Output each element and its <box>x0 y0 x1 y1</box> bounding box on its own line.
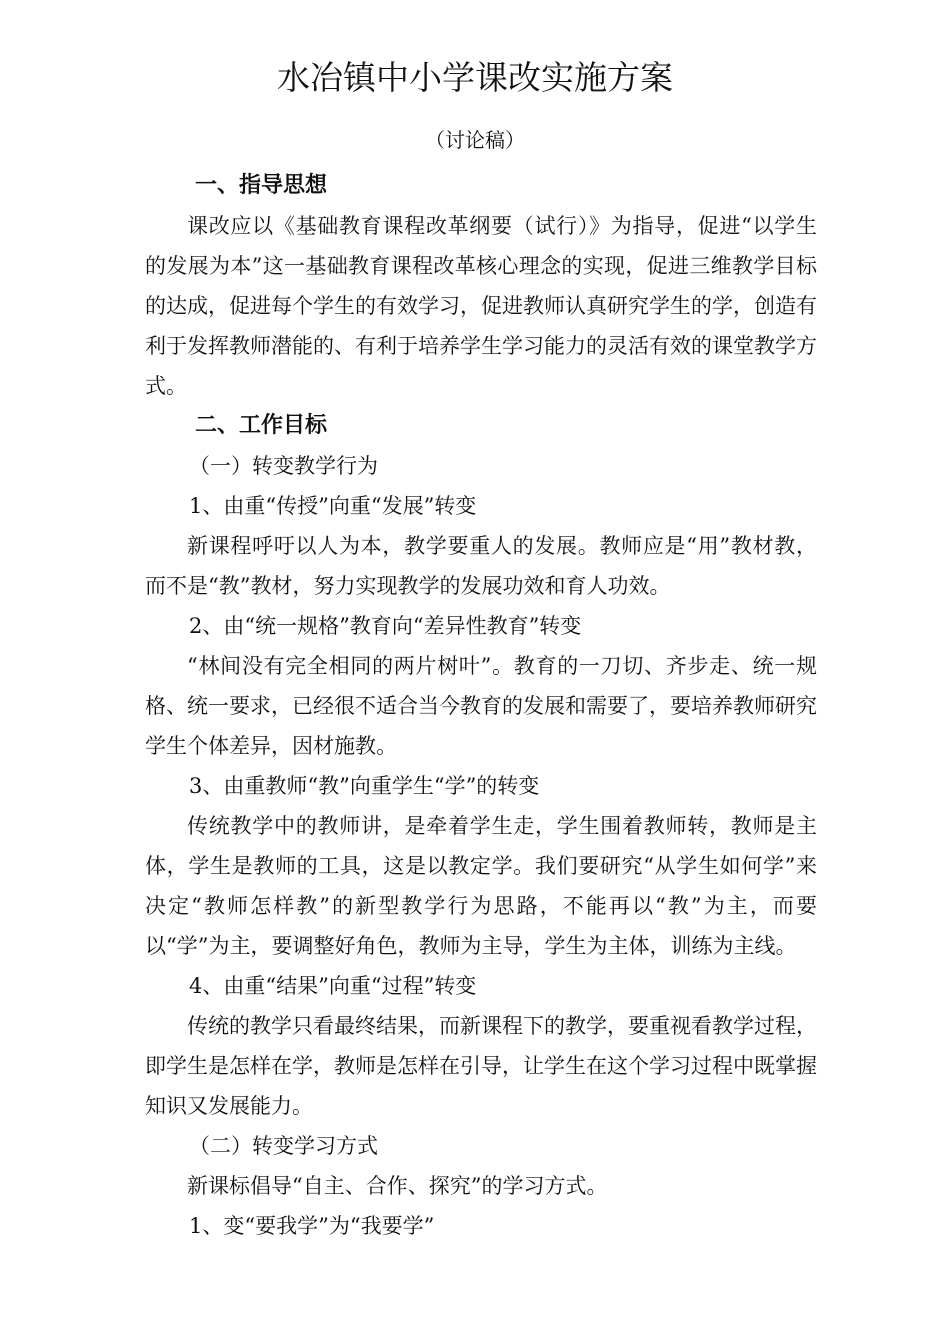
section-heading-work-goals: 二、工作目标 <box>195 413 328 438</box>
paragraph-2: “林间没有完全相同的两片树叶”。教育的一刀切、齐步走、统一规格、统一要求，已经很不适合当今教育的发展和需要了，要培养教师研究学生个体差异，因材施教。 <box>145 654 817 758</box>
document-title: 水冶镇中小学课改实施方案 <box>277 58 673 97</box>
list-item-2-differentiated-education: 2、由“统一规格”教育向“差异性教育”转变 <box>189 614 582 638</box>
list-item-4-result-to-process: 4、由重“结果”向重“过程”转变 <box>189 974 477 998</box>
document-body <box>145 166 817 1246</box>
paragraph-5: 新课标倡导“自主、合作、探究”的学习方式。 <box>187 1174 608 1198</box>
list-item-3-teaching-to-learning: 3、由重教师“教”向重学生“学”的转变 <box>189 774 540 798</box>
paragraph-3: 传统教学中的教师讲，是牵着学生走，学生围着教师转，教师是主体，学生是教师的工具，这是以教定学。我们要研究“从学生如何学”来决定“教师怎样教”的新型教学行为思路，不能再以“教”为主，而要以“学”为主，要调整好角色，教师为主导，学生为主体，训练为主线。 <box>145 814 817 958</box>
document-subtitle: （讨论稿） <box>425 128 525 152</box>
subsection-change-teaching: （一）转变教学行为 <box>189 454 378 478</box>
paragraph-guiding-ideology: 课改应以《基础教育课程改革纲要（试行）》为指导，促进“以学生的发展为本”这一基础教育课程改革核心理念的实现，促进三维教学目标的达成，促进每个学生的有效学习，促进教师认真研究学生的学，创造有利于发挥教师潜能的、有利于培养学生学习能力的灵活有效的课堂教学方式。 <box>145 214 817 398</box>
list-item-1-transmission-to-development: 1、由重“传授”向重“发展”转变 <box>189 494 477 518</box>
list-item-1-want-to-learn: 1、变“要我学”为“我要学” <box>189 1214 435 1238</box>
paragraph-4: 传统的教学只看最终结果，而新课程下的教学，要重视看教学过程，即学生是怎样在学，教师是怎样在引导，让学生在这个学习过程中既掌握知识又发展能力。 <box>145 1014 817 1118</box>
paragraph-1: 新课程呼吁以人为本，教学要重人的发展。教师应是“用”教材教，而不是“教”教材，努力实现教学的发展功效和育人功效。 <box>145 534 817 598</box>
subsection-change-learning: （二）转变学习方式 <box>189 1134 378 1158</box>
section-heading-guiding-ideology: 一、指导思想 <box>195 173 328 198</box>
